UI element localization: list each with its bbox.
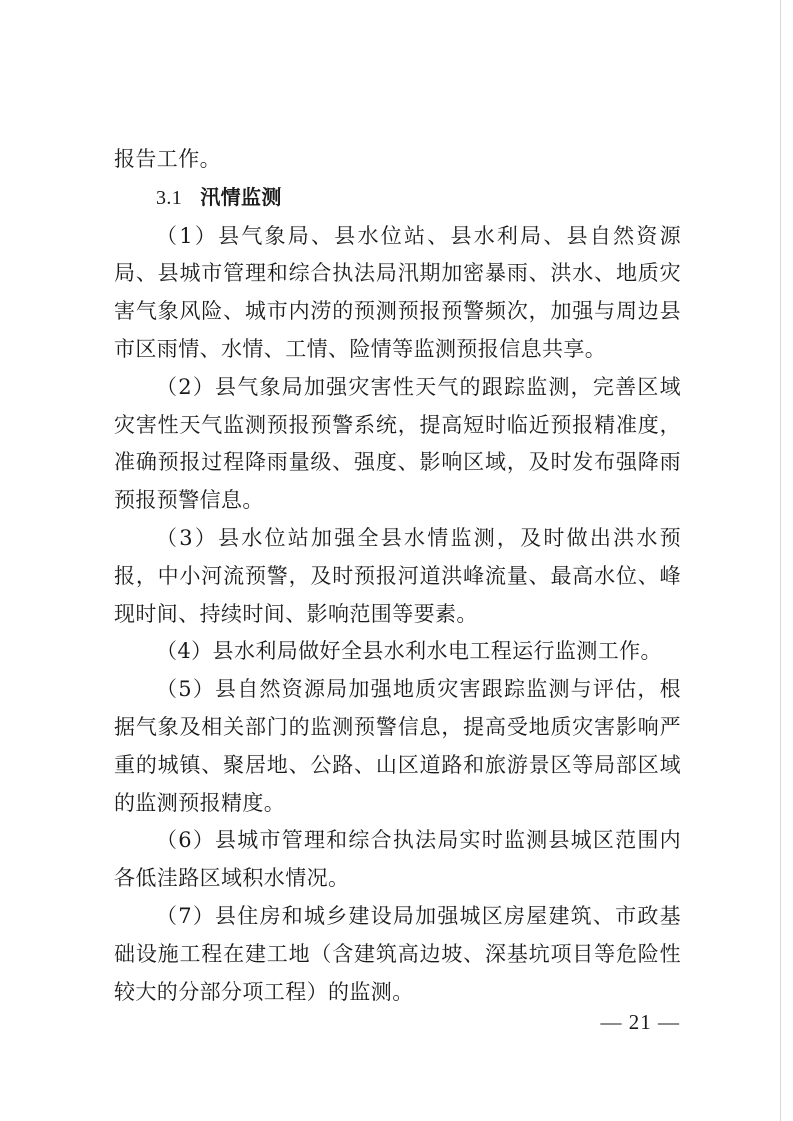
paragraph-4: （4）县水利局做好全县水利水电工程运行监测工作。 [156, 639, 662, 664]
paragraph-6: （6）县城市管理和综合执法局实时监测县城区范围内各低洼路区域积水情况。 [114, 828, 681, 891]
paragraph-3: （3）县水位站加强全县水情监测，及时做出洪水预报，中小河流预警，及时预报河道洪峰流量、最高水位、峰现时间、持续时间、影响范围等要素。 [114, 525, 681, 626]
page-number: — 21 — [600, 1010, 680, 1034]
section-heading [114, 179, 681, 218]
lead-line: 报告工作。 [114, 147, 221, 171]
section-title: 汛情监测 [200, 184, 282, 209]
paragraph-1: （1）县气象局、县水位站、县水利局、县自然资源局、县城市管理和综合执法局汛期加密暴雨、洪水、地质灾害气象风险、城市内涝的预测预报预警频次，加强与周边县市区雨情、水情、工情、险情等监测预报信息共享。 [114, 223, 681, 361]
paragraph-7: （7）县住房和城乡建设局加强城区房屋建筑、市政基础设施工程在建工地（含建筑高边坡、深基坑项目等危险性较大的分部分项工程）的监测。 [114, 903, 681, 1004]
paragraph-5: （5）县自然资源局加强地质灾害跟踪监测与评估，根据气象及相关部门的监测预警信息，提高受地质灾害影响严重的城镇、聚居地、公路、山区道路和旅游景区等局部区域的监测预报精度。 [114, 677, 681, 815]
page-edge-rule [780, 0, 781, 1121]
paragraph-2: （2）县气象局加强灾害性天气的跟踪监测，完善区域灾害性天气监测预报预警系统，提高短时临近预报精准度，准确预报过程降雨量级、强度、影响区域，及时发布强降雨预报预警信息。 [114, 374, 681, 513]
section-number: 3.1 [156, 186, 183, 209]
document-body [114, 141, 681, 1011]
